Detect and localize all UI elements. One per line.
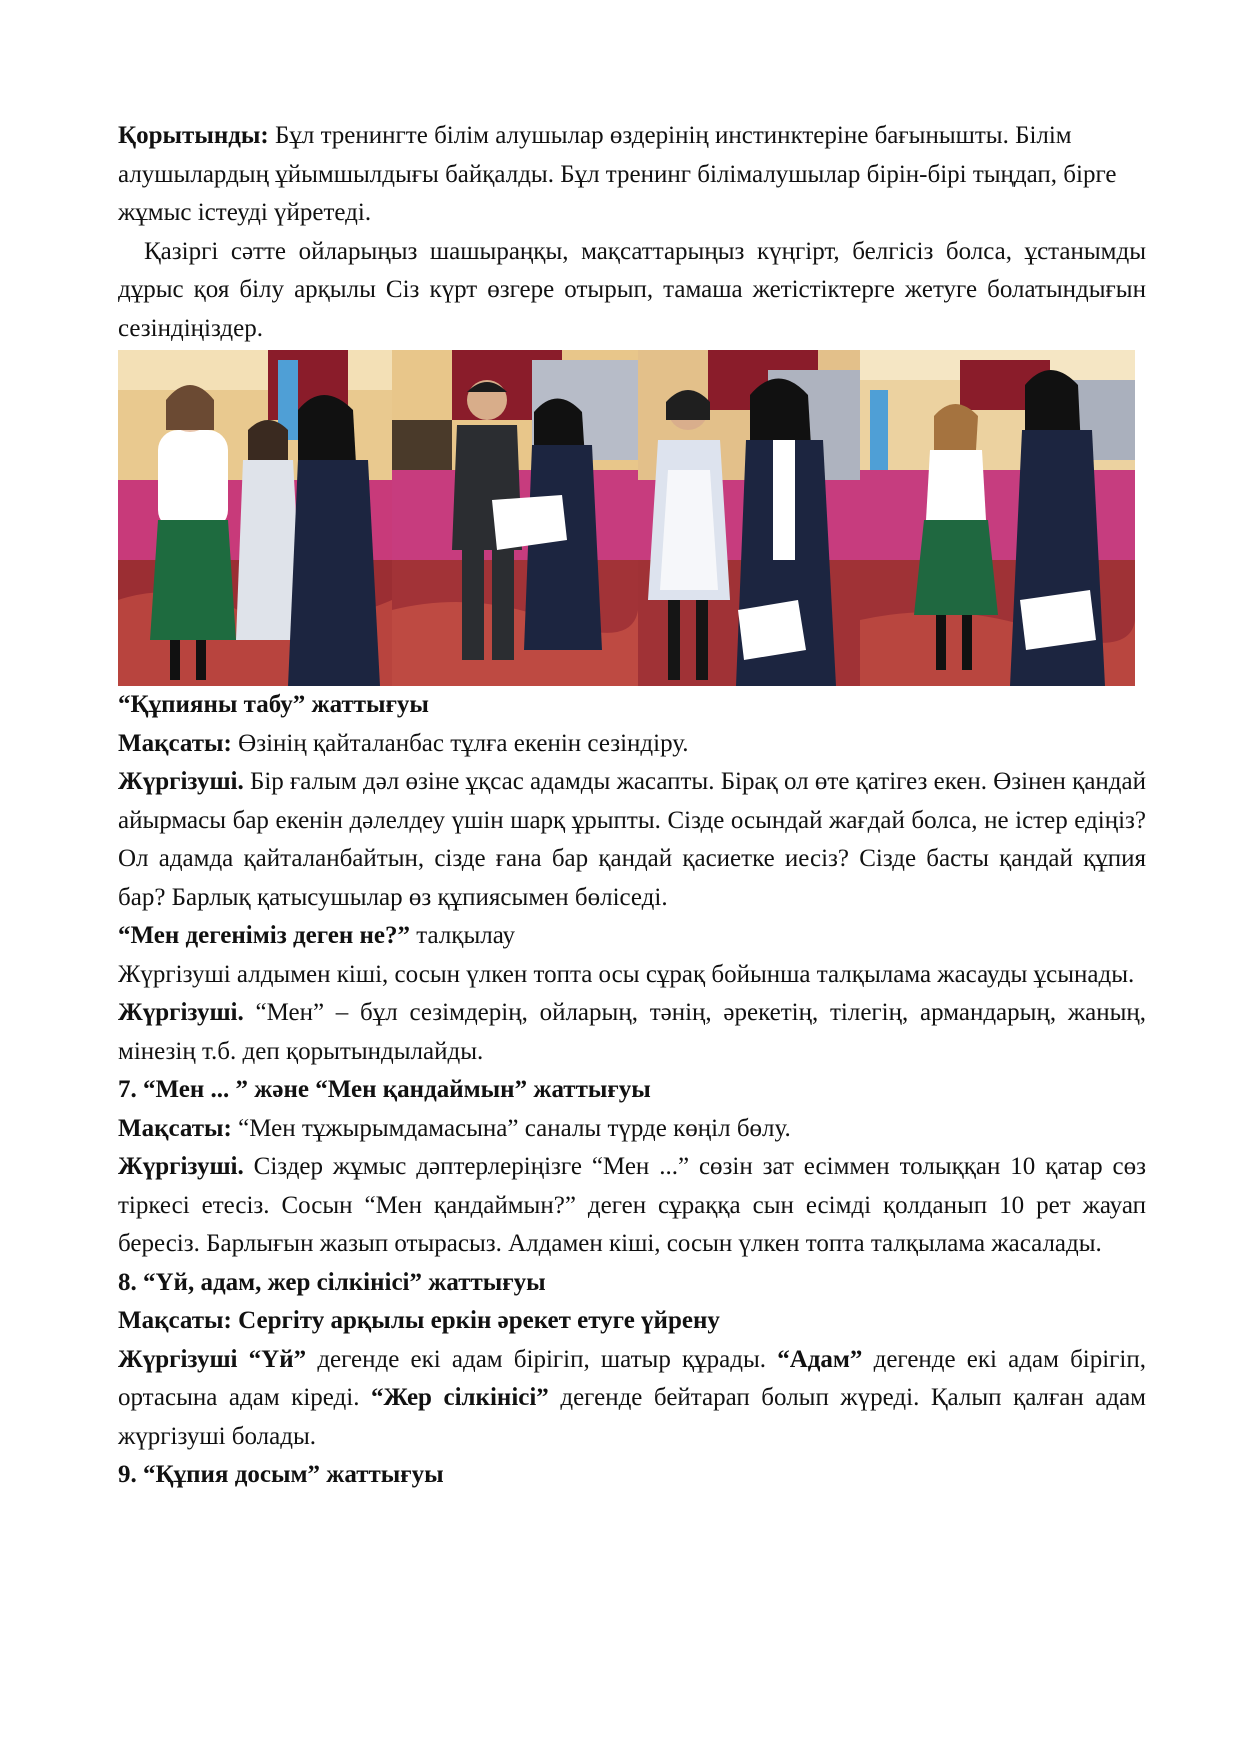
s4-title-text: 8. “Үй, адам, жер сілкінісі” жаттығуы — [118, 1268, 546, 1296]
main-block — [118, 686, 1146, 1495]
s5-title — [118, 1456, 1146, 1495]
s3-goal-text: “Мен тұжырымдамасына” саналы түрде көңіл бөлу. — [231, 1114, 791, 1142]
s1-host-label: Жүргізуші. — [118, 768, 244, 795]
photo-girls-with-teacher — [118, 350, 392, 686]
s4-goal-text: Мақсаты: Сергіту арқылы еркін әрекет етуге үйрену — [118, 1307, 720, 1334]
s4-host — [118, 1341, 1146, 1457]
s4-bold-b: “Адам” — [777, 1345, 863, 1373]
s1-host-text: Бір ғалым дәл өзіне ұқсас адамды жасапты. Бірақ ол өте қатігез екен. Өзінен қандай айырмасы бар екенін дәлелдеу үшін шарқ ұрыпты. Сізде осындай жағдай болса, не істер едіңіз? Ол адамда қайталанбайтын, сізде ғана бар қандай қасиетке иесіз? Сізде басты қандай құпия бар? Барлық қатысушылар өз құпиясымен бөліседі. — [118, 768, 1146, 911]
s4-host-bold: Жүргізуші “Үй” — [118, 1345, 307, 1373]
s3-goal — [118, 1110, 1146, 1149]
s2-text: Жүргізуші алдымен кіші, сосын үлкен топта осы сұрақ бойынша талқылама жасауды ұсынады. — [118, 960, 1135, 988]
summary-paragraph: Қазіргі сәтте ойларыңыз шашыраңқы, мақсаттарыңыз күңгірт, белгісіз болса, ұстанымды дұрыс қоя білу арқылы Сіз күрт өзгере отырып, тамаша жетістіктерге жетуге болатындығын сезіндіңіздер. — [118, 237, 1146, 342]
s1-host — [118, 763, 1146, 917]
s1-goal-text: Өзінің қайталанбас тұлға екенін сезіндіру. — [231, 729, 689, 757]
photo-collage — [118, 350, 1135, 686]
s4-text-c: дегенде бейтарап болып жүреді. Қалып қалған адам жүргізуші болады. — [118, 1384, 1147, 1450]
conclusion-text: Бұл тренингте білім алушылар өздерінің инстинктеріне бағынышты. Білім алушылардың ұйымшылдығы байқалды. Бұл тренинг білімалушылар бірін-бірі тыңдап, бірге жұмыс істеуді үйретеді. — [118, 122, 1117, 226]
s2-title-rest: талқылау — [410, 922, 516, 949]
s2-title-bold: “Мен дегеніміз деген не?” — [118, 922, 411, 949]
s1-goal — [118, 725, 1146, 764]
s2-title — [118, 917, 1146, 956]
s4-text-b: дегенде екі адам бірігіп, ортасына адам кіреді. — [118, 1345, 1147, 1411]
s4-goal — [118, 1302, 1146, 1341]
s3-goal-label: Мақсаты: — [118, 1114, 232, 1142]
s5-title-text: 9. “Құпия досым” жаттығуы — [118, 1461, 444, 1488]
s1-goal-label: Мақсаты: — [118, 729, 232, 757]
photo-girl-apron-with-teacher — [638, 350, 860, 686]
s2-host — [118, 994, 1146, 1071]
s1-title — [118, 686, 1146, 725]
s2-host-label: Жүргізуші. — [118, 999, 244, 1026]
intro-block — [118, 117, 1146, 348]
s3-host-label: Жүргізуші. — [118, 1153, 244, 1180]
s1-title-text: “Құпияны табу” жаттығуы — [118, 691, 429, 718]
s4-text-a: дегенде екі адам бірігіп, шатыр құрады. — [306, 1345, 778, 1373]
s4-title — [118, 1264, 1146, 1303]
conclusion-label: Қорытынды: — [118, 122, 269, 149]
s3-host — [118, 1148, 1146, 1264]
photo-boy-with-teacher — [392, 350, 638, 686]
s3-title — [118, 1071, 1146, 1110]
photo-girl-green-skirt-with-teacher — [860, 350, 1135, 686]
s3-host-text: Сіздер жұмыс дәптерлеріңізге “Мен ...” сөзін зат есіммен толыққан 10 қатар сөз тіркесі етесіз. Сосын “Мен қандаймын?” деген сұраққа сын есімді қолданып 10 рет жауап бересіз. Барлығын жазып отырасыз. Алдамен кіші, сосын үлкен топта талқылама жасалады. — [118, 1153, 1146, 1257]
conclusion-paragraph — [118, 117, 1146, 233]
s2-host-text: “Мен” – бұл сезімдерің, ойларың, тәнің, әрекетің, тілегің, армандарың, жаның, мінезің т.б. деп қорытындылайды. — [118, 999, 1146, 1065]
s4-bold-c: “Жер сілкінісі” — [371, 1384, 549, 1411]
s3-title-text: 7. “Мен ... ” және “Мен қандаймын” жаттығуы — [118, 1076, 651, 1103]
